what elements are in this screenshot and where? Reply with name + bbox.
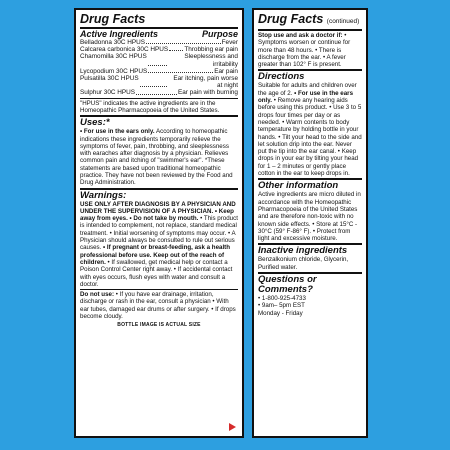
arrow-right-icon [229,423,236,431]
warnings-title: Warnings: [80,189,127,201]
inactive-ingredients-text: Benzalkonium chloride, Glycerin, Purified water. [258,256,349,271]
uses-title: Uses:* [80,117,110,129]
hpus-note: "HPUS" indicates the active ingredients are in the Homeopathic Pharmacopoeia of the United States. [80,99,220,114]
ingredient-row: Chamomilla 30C HPUS Sleeplessness and irritability [80,53,238,68]
active-ingredients-label: Active Ingredients [80,29,159,39]
stop-use-text: Stop use and ask a doctor if: • Symptoms worsen or continue for more than 48 hours. • There is discharge from the ear. • A fever greater than 102° F is present. [258,32,351,69]
hours: • 9am– 5pm EST [258,302,305,310]
ingredient-row: Sulphur 30C HPUS Ear pain with burning [80,89,238,97]
divider [80,289,238,290]
drug-facts-continued-title: Drug Facts (continued) [258,12,360,26]
ingredient-row: Calcarea carbonica 30C HPUS Throbbing ear pain [80,46,238,54]
warnings-text: USE ONLY AFTER DIAGNOSIS BY A PHYSICIAN AND UNDER THE SUPERVISION OF A PHYSICIAN. • Keep away from eyes. • Do not take by mouth. • This product is intended to complement, not replace, standard medical treatment. • Initial worsening of symptoms may occur. • A Physician should always be consulted to rule out serious causes. • If pregnant or breast-feeding, ask a health professional before use. Keep out of the reach of children. • If swallowed, get medical help or contact a Poison Control Center right away. • If accidental contact with eyes occurs, flush eyes with water and consult a doctor. [80,200,238,288]
inactive-ingredients-title: Inactive ingredients [258,245,348,257]
do-not-use-text: Do not use: • If you have ear drainage, irritation, discharge or rash in the ear, consult a physician • With ear tubes, damaged ear drums or after surgery. • If drops become cloudy. [80,291,236,321]
other-information-title: Other information [258,180,339,192]
questions-title: Questions or Comments? [258,274,317,296]
bottle-size-footer: BOTTLE IMAGE IS ACTUAL SIZE [117,322,201,329]
uses-text: • For use in the ears only. According to homeopathic indications these ingredients temporarily relieve the symptoms of fever, pain, throbbing, and sleeplessness with earaches after diagnosis by a physician. Relieves common pain and itching of "swimmer's ear". *These statements are based upon traditional homeopathic practice. They have not been reviewed by the Food and Drug Administration. [80,128,233,187]
divider [80,98,238,99]
active-ingredients-header [80,30,238,39]
drug-facts-left-panel [74,8,244,438]
days: Monday - Friday [258,309,303,317]
directions-text: Suitable for adults and children over the age of 2. • For use in the ears only. • Remove any hearing aids before using this product. • Use 3 to 5 drops four times per day or as needed. • Warm contents to body temperature by holding bottle in your hands. • Tilt your head to the side and let solution drip into the ear. Never put the tip into the ear canal. • Keep drops in your ear by tilting your head for 1 – 2 minutes or gently place cotton in the ear to keep drops in. [258,82,362,178]
ingredient-row: Lycopodium 30C HPUS Ear pain [80,67,238,75]
phone-number: • 1-800-925-4733 [258,295,306,303]
directions-title: Directions [258,71,305,83]
drug-facts-title: Drug Facts [80,12,146,26]
purpose-label: Purpose [201,29,238,39]
divider [258,29,362,31]
ingredient-row: Belladonna 30C HPUS Fever [80,39,238,46]
ingredient-row: Pulsatilla 30C HPUS Ear itching, pain worse at night [80,75,238,90]
other-information-text: Active ingredients are micro diluted in accordance with the Homeopathic Pharmacopoeia of the United States and are therefore non-toxic with no known side effects. • Store at 15°C - 30°C (59° F-86° F). • Protect from light and excessive moisture. [258,191,361,243]
drug-facts-right-panel [252,8,368,438]
